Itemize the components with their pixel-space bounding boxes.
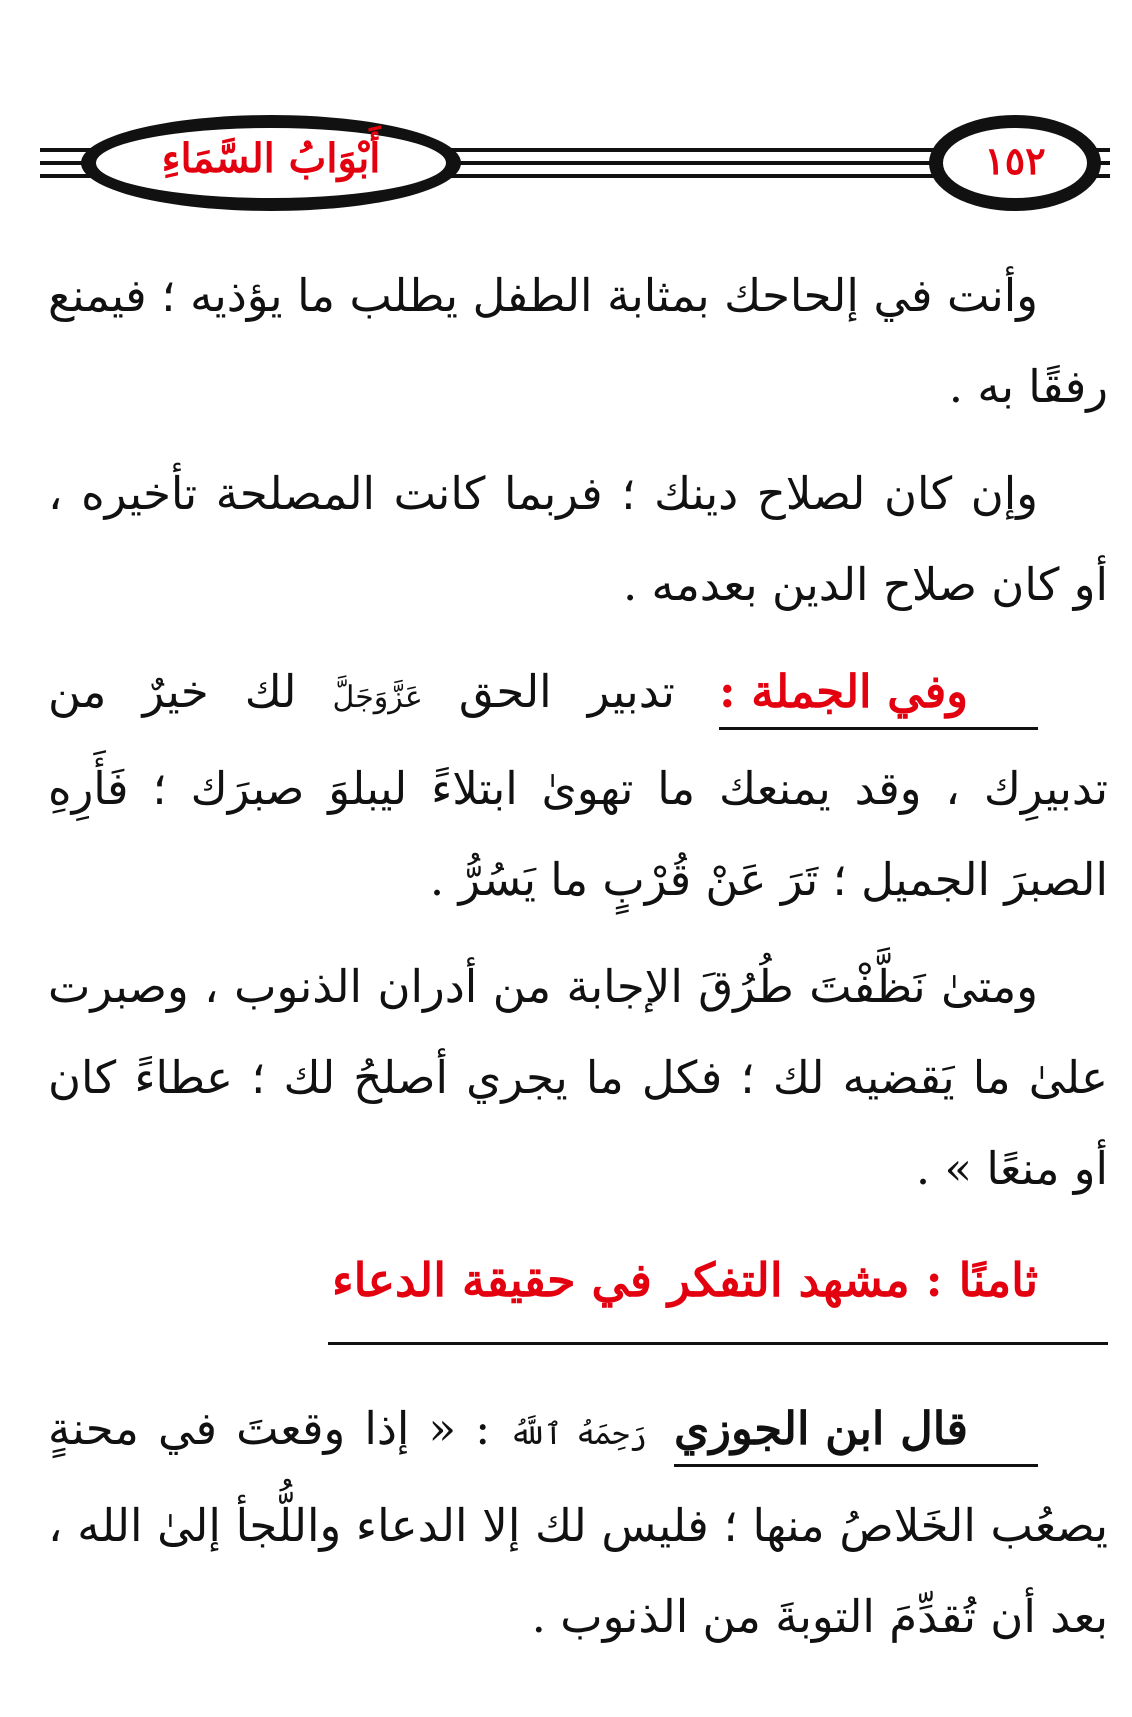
honorific-azza-wa-jalla: عَزَّوَجَلَّ [332, 680, 423, 715]
paragraph-3-text-b: لك خيرٌ من تدبيرِك ، وقد يمنعك ما تهوىٰ ابتلاءً ليبلوَ صبرَك ؛ فَأَرِهِ الصبرَ الجميل ؛ تَرَ عَنْ قُرْبٍ ما يَسُرُّ . [48, 665, 1108, 906]
page-body [48, 250, 1108, 1678]
quote-text: : « إذا وقعتَ في محنةٍ يصعُب الخَلاصُ منها ؛ فليس لك إلا الدعاء واللُّجأ إلىٰ الله ، بعد أن تُقدِّمَ التوبةَ من الذنوب . [48, 1402, 1108, 1643]
quote-paragraph [48, 1383, 1108, 1662]
paragraph-2: وإن كان لصلاح دينك ؛ فربما كانت المصلحة تأخيره ، أو كان صلاح الدين بعدمه . [48, 467, 1108, 611]
paragraph-1: وأنت في إلحاحك بمثابة الطفل يطلب ما يؤذيه ؛ فيمنع رفقًا به . [48, 269, 1108, 413]
page-number: ١٥٢ [984, 138, 1046, 183]
paragraph-3-lead: وفي الجملة : [719, 657, 1038, 730]
paragraph-4: ومتىٰ نَظَّفْتَ طُرُقَ الإجابة من أدران الذنوب ، وصبرت علىٰ ما يَقضيه لك ؛ فكل ما يجري أصلحُ لك ؛ عطاءً كان أو منعًا » . [48, 960, 1108, 1195]
page-header [0, 0, 1132, 240]
section-heading: ثامنًا : مشهد التفكر في حقيقة الدعاء [328, 1240, 1108, 1345]
book-title: أَبْوَابُ السَّمَاءِ [161, 134, 381, 182]
paragraph-3-text-a: تدبير الحق [458, 665, 675, 718]
header-ornament [0, 0, 1132, 240]
paragraph-3 [48, 646, 1108, 925]
quote-lead: قال ابن الجوزي [674, 1394, 1038, 1467]
honorific-rahimahullah: رَحِمَهُ ٱللَّهُ [509, 1417, 647, 1452]
